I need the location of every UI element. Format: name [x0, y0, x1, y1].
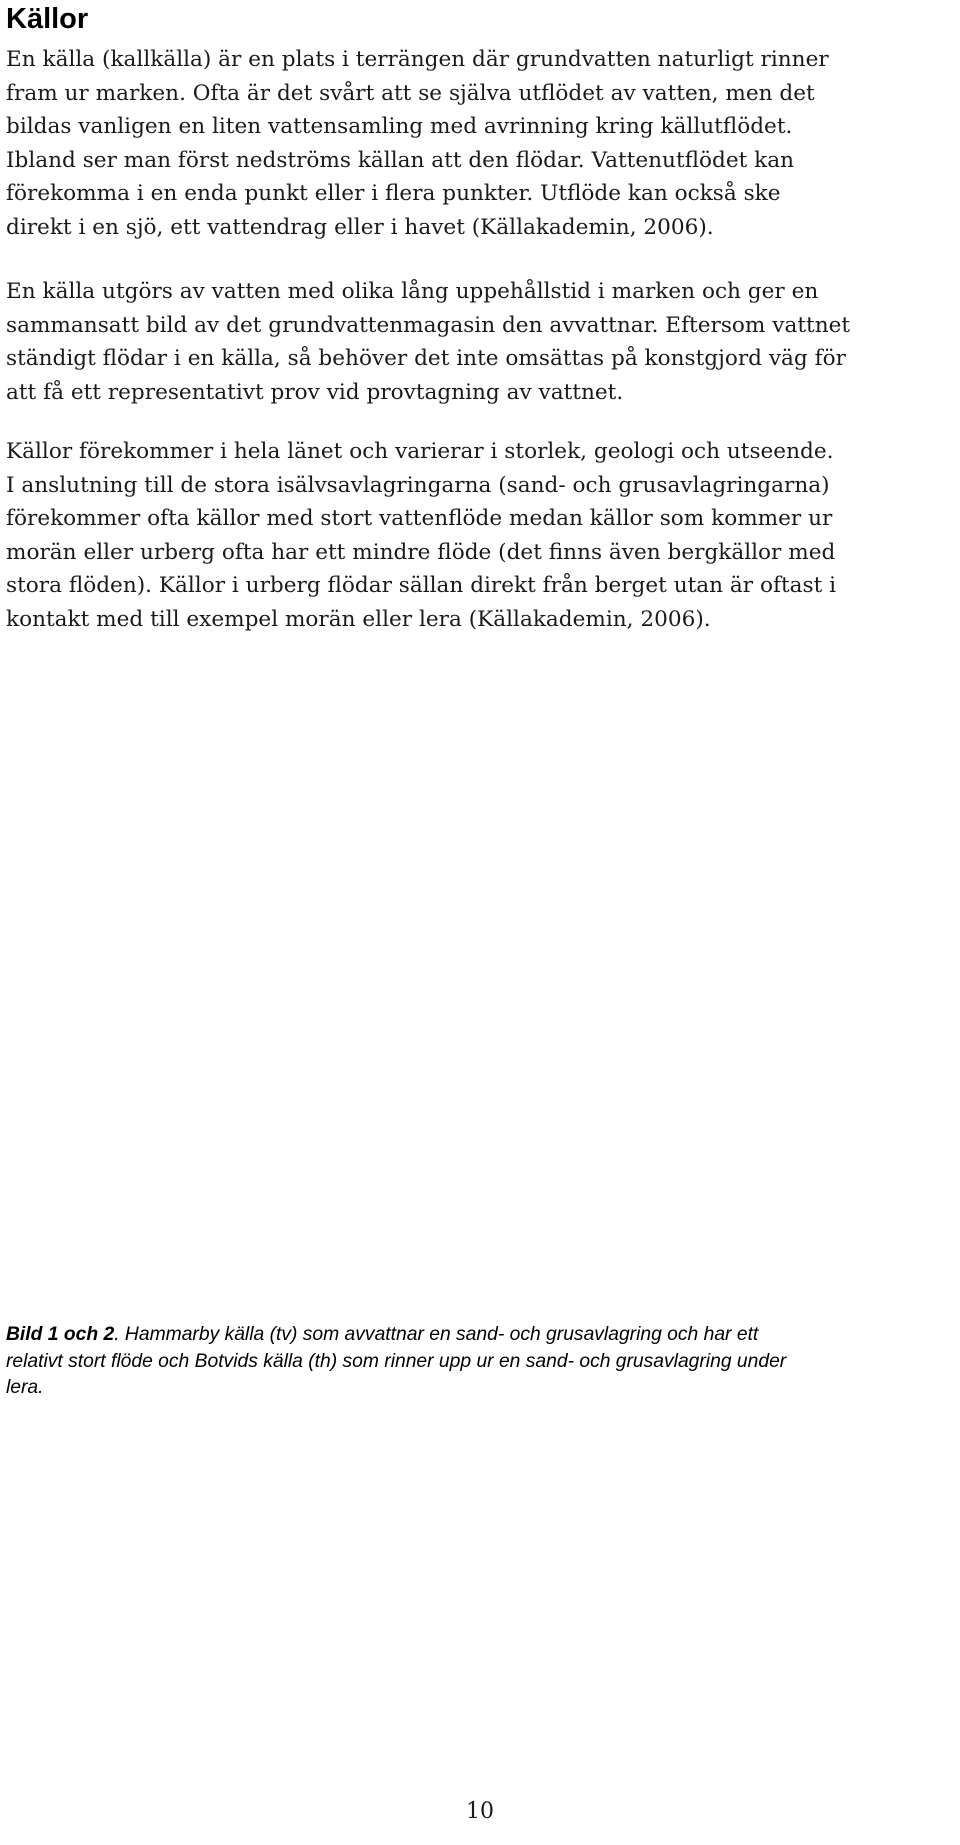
paragraph-line: En källa (kallkälla) är en plats i terrängen där grundvatten naturligt rinner — [6, 47, 829, 72]
paragraph-1 — [6, 43, 956, 244]
caption-line — [6, 1322, 956, 1349]
caption-line: relativt stort flöde och Botvids källa (th) som rinner upp ur en sand- och grusavlagring under — [6, 1350, 787, 1372]
paragraph-line: ständigt flödar i en källa, så behöver det inte omsättas på konstgjord väg för — [6, 346, 846, 371]
paragraph-line: bildas vanligen en liten vattensamling med avrinning kring källutflödet. — [6, 114, 793, 139]
paragraph-line: Ibland ser man först nedströms källan att den flödar. Vattenutflödet kan — [6, 147, 795, 173]
caption-text: . Hammarby källa (tv) som avvattnar en sand- och grusavlagring och har ett — [114, 1324, 759, 1345]
paragraph-line: stora flöden). Källor i urberg flödar sällan direkt från berget utan är oftast i — [6, 573, 837, 598]
paragraph-3 — [6, 435, 956, 636]
paragraph-line: förekommer ofta källor med stort vattenflöde medan källor som kommer ur — [6, 506, 833, 531]
caption-line: lera. — [6, 1377, 44, 1398]
caption-label: Bild 1 och 2 — [6, 1324, 115, 1345]
paragraph-line: Källor förekommer i hela länet och varierar i storlek, geologi och utseende. — [6, 439, 834, 464]
section-heading: Källor — [6, 3, 89, 35]
paragraph-line: förekomma i en enda punkt eller i flera punkter. Utflöde kan också ske — [6, 181, 781, 206]
paragraph-line: sammansatt bild av det grundvattenmagasin den avvattnar. Eftersom vattnet — [6, 312, 851, 338]
paragraph-line: direkt i en sjö, ett vattendrag eller i havet (Källakademin, 2006). — [6, 214, 714, 240]
paragraph-line: En källa utgörs av vatten med olika lång uppehållstid i marken och ger en — [6, 279, 819, 304]
paragraph-2 — [6, 275, 956, 409]
paragraph-line: morän eller urberg ofta har ett mindre flöde (det finns även bergkällor med — [6, 539, 836, 565]
paragraph-line: att få ett representativt prov vid provtagning av vattnet. — [6, 379, 624, 405]
paragraph-line: fram ur marken. Ofta är det svårt att se själva utflödet av vatten, men det — [6, 80, 815, 106]
page-number: 10 — [466, 1799, 494, 1824]
paragraph-line: kontakt med till exempel morän eller lera (Källakademin, 2006). — [6, 606, 711, 632]
paragraph-line: I anslutning till de stora isälvsavlagringarna (sand- och grusavlagringarna) — [6, 472, 830, 498]
figure-caption — [6, 1322, 956, 1402]
